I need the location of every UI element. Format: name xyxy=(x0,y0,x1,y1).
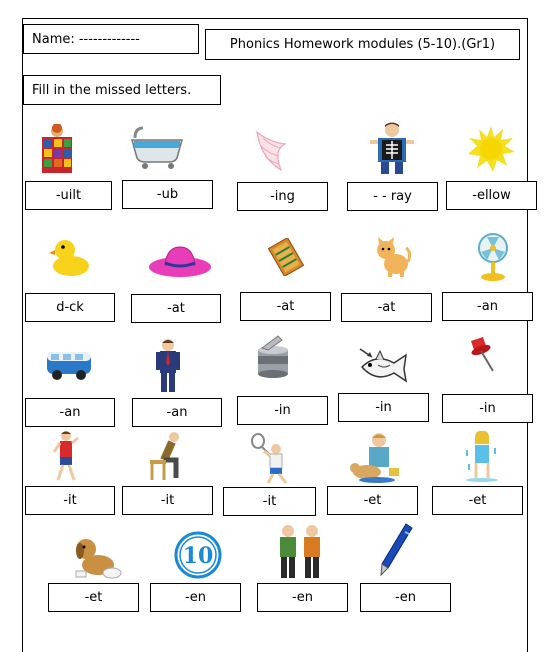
answer-label: -in xyxy=(274,403,291,418)
answer-label: -an xyxy=(166,405,188,420)
men-icon xyxy=(273,524,327,580)
bathtub-icon xyxy=(129,124,185,170)
page-border-right xyxy=(527,18,528,652)
tin-icon xyxy=(252,334,294,380)
instruction-text: Fill in the missed letters. xyxy=(32,82,192,98)
hat-icon xyxy=(147,243,213,279)
answer-box-girl-wet[interactable] xyxy=(432,486,523,515)
mat-icon xyxy=(267,238,305,276)
answer-box-wing[interactable] xyxy=(237,182,328,211)
answer-box-vet[interactable] xyxy=(327,486,418,515)
answer-box-fin[interactable] xyxy=(338,393,429,422)
answer-label: -uilt xyxy=(55,188,82,203)
van-icon xyxy=(45,346,93,382)
fan-icon xyxy=(475,232,511,282)
page-title: Phonics Homework modules (5-10).(Gr1) xyxy=(229,37,496,52)
pet-dog-icon xyxy=(72,533,124,579)
answer-box-ten[interactable] xyxy=(150,583,241,612)
answer-label: d-ck xyxy=(56,300,84,315)
answer-label: -it xyxy=(63,493,77,508)
answer-label: -en xyxy=(292,590,313,605)
boy-running-icon xyxy=(52,430,80,484)
answer-label: -en xyxy=(185,590,206,605)
answer-label: -it xyxy=(262,494,277,509)
answer-label: -at xyxy=(377,300,396,315)
answer-box-x-ray[interactable] xyxy=(347,182,438,211)
answer-label: -en xyxy=(395,590,416,605)
answer-label: -ub xyxy=(156,187,179,202)
answer-box-pet-dog[interactable] xyxy=(48,583,139,612)
answer-label: -in xyxy=(479,401,496,416)
answer-box-mat[interactable] xyxy=(240,292,331,321)
answer-box-pen[interactable] xyxy=(360,583,451,612)
name-field[interactable] xyxy=(23,24,199,54)
answer-label: -in xyxy=(375,400,392,415)
number-ten: 10 xyxy=(182,543,214,569)
x-ray-icon xyxy=(368,121,416,175)
answer-label: -it xyxy=(160,493,175,508)
answer-box-duck[interactable] xyxy=(25,293,115,322)
answer-box-fan[interactable] xyxy=(442,292,533,321)
answer-label: -et xyxy=(468,493,487,508)
answer-box-van[interactable] xyxy=(25,398,115,427)
page-border-left xyxy=(22,18,23,652)
fin-icon xyxy=(358,345,410,385)
answer-label: -an xyxy=(477,299,498,314)
wing-icon xyxy=(251,124,291,174)
answer-label: -ing xyxy=(270,189,295,204)
answer-label: -at xyxy=(167,301,185,316)
answer-box-bathtub[interactable] xyxy=(122,180,213,209)
sun-yellow-icon xyxy=(465,124,517,174)
boy-hitting-icon xyxy=(250,433,296,485)
answer-box-quilt[interactable] xyxy=(25,181,112,210)
cat-icon xyxy=(372,236,412,278)
pen-icon xyxy=(376,522,416,578)
name-label: Name: ------------- xyxy=(32,31,140,47)
girl-wet-icon xyxy=(463,430,501,482)
answer-label: -an xyxy=(59,405,81,420)
vet-icon xyxy=(349,432,403,484)
man-sitting-icon xyxy=(146,430,188,482)
answer-box-pin[interactable] xyxy=(442,394,533,423)
ten-icon xyxy=(174,531,222,579)
answer-box-man[interactable] xyxy=(132,398,222,427)
answer-box-tin[interactable] xyxy=(237,396,328,425)
answer-box-boy-running[interactable] xyxy=(25,486,115,515)
answer-box-sun-yellow[interactable] xyxy=(446,181,537,210)
answer-box-men[interactable] xyxy=(257,583,348,612)
answer-box-boy-hitting[interactable] xyxy=(223,487,316,516)
answer-label: -at xyxy=(276,299,295,314)
man-icon xyxy=(153,338,183,394)
answer-label: -ellow xyxy=(472,188,511,203)
answer-label: -et xyxy=(363,493,382,508)
answer-box-cat[interactable] xyxy=(341,293,432,322)
worksheet-title xyxy=(205,29,520,60)
pin-icon xyxy=(465,335,499,375)
page-border-top xyxy=(22,18,528,19)
answer-label: - - ray xyxy=(373,189,412,204)
answer-box-hat[interactable] xyxy=(131,294,221,323)
quilt-icon xyxy=(38,124,76,176)
duck-icon xyxy=(49,236,93,278)
answer-label: -et xyxy=(84,590,103,605)
instruction-box xyxy=(23,75,221,105)
answer-box-man-sitting[interactable] xyxy=(122,486,213,515)
